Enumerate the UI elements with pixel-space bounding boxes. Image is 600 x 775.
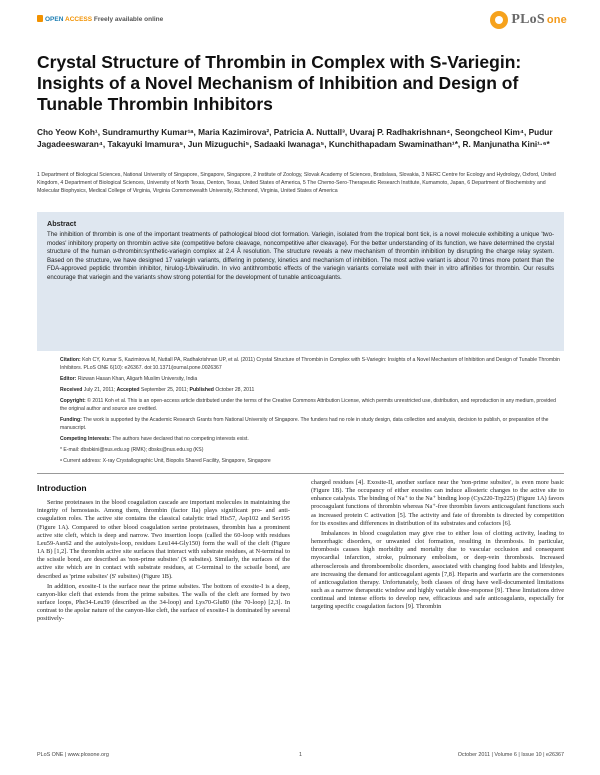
competing-interests: Competing Interests: The authors have declared that no competing interests exist.	[60, 435, 249, 442]
plos-one-logo	[490, 9, 567, 31]
editor: Editor: Rizwan Hasan Khan, Aligarh Muslim University, India	[60, 375, 198, 382]
paragraph: In addition, exosite-I is the surface near the prime subsites. The bottom of exosite-I is a deep, canyon-like cleft that extends from the prime subsites. The walls of the cleft are formed by two surface loops, Phe34-Leu39 (described as the 34-loop) and Lys70-Glu80 (the 70-loop) [2,3]. In contrast to the apolar nature of the canyon-like cleft, the surface of exosite-I is dominated by several positively-	[37, 582, 290, 623]
divider	[37, 473, 564, 474]
open-access-banner	[37, 15, 163, 23]
open-label: OPEN	[45, 16, 64, 23]
body-column-left	[37, 482, 290, 626]
citation: Citation: Koh CY, Kumar S, Kazimirova M, Nuttall PA, Radhakrishnan UP, et al. (2011) Crystal Structure of Thrombin in Complex with S-Variegin: Insights of a Novel Mechanism of Inhibition and Design of Tunable Thrombin Inhibitors. PLoS ONE 6(10): e26367. doi:10.1371/journal.pone.0026367	[60, 357, 560, 371]
affiliations: 1 Department of Biological Sciences, National University of Singapore, Singapore, Singapore, 2 Institute of Zoology, Slovak Academy of Sciences, Bratislava, Slovakia, 3 NERC Centre for Ecology and Hydrology, Oxford, United Kingdom, 4 Department of Biological Sciences, University of North Texas, Denton, Texas, United States of America, 5 The Chemo-Sero-Therapeutic Research Institute, Kumamoto, Japan, 6 Department of Biochemistry and Molecular Biophysics, Medical College of Virginia, Virginia Commonwealth University, Richmond, Virginia, United States of America	[37, 172, 556, 194]
paragraph: Serine proteinases in the blood coagulation cascade are important molecules in maintaining the integrity of hemostasis. Among them, thrombin (factor IIa) plays significant pro- and anti-coagulation roles. The active site contains the classical catalytic triad His57, Asp102 and Ser195 (Figure 1A). Compared to other blood coagulation serine proteinases, thrombin has a prominent active site cleft, which is deep and narrow. Two insertion loops (called the 60-loop with residues Leu59-Asn62 and the autolysis-loop, residues Leu144-Gly150) form the wall of the cleft (Figure 1A B) [1,2]. The thrombin active site surfaces that interact with substrate residues, at N-terminal to the scissile bond, are described as 'non-prime subsites' (S subsites). Similarly, the surfaces of the active site which are in contact with substrate residues, at C-terminal to the scissile bond, are described as 'prime subsites' (S' subsites) (Figure 1B).	[37, 499, 290, 580]
abstract-text: The inhibition of thrombin is one of the important treatments of pathological blood clot formation. Variegin, isolated from the tropical bont tick, is a novel molecule exhibiting a unique 'two-modes' inhibitory property on thrombin active site (competitive before cleavage, noncompetitive after cleavage). For the better understanding of its function, we have determined the crystal structure of the human α-thrombin:synthetic-variegin complex at 2.4 Å resolution. The structure reveals a new mechanism of thrombin inhibition by disrupting the charge relay system. Based on the structure, we have designed 17 variegin variants, differing in potency, kinetics and mechanism of inhibition. The most active variant is about 70 times more potent than the FDA-approved peptidic thrombin inhibitor, hirulog-1/bivalirudin. In vivo antithrombotic effects of the variegin variants correlate well with their in vitro affinities for thrombin. Our results encourage that variegin and the variants show strong potential for the development of tunable anticoagulants.	[47, 231, 554, 281]
article-metadata	[60, 357, 560, 469]
logo-plos-text: PLoS	[511, 12, 545, 27]
abstract-box	[37, 212, 564, 351]
copyright: Copyright: © 2011 Koh et al. This is an open-access article distributed under the terms of the Creative Commons Attribution License, which permits unrestricted use, distribution, and reproduction in any medium, provided the original author and source are credited.	[60, 398, 556, 412]
funding: Funding: The work is supported by the Academic Research Grants from National University of Singapore. The funders had no role in study design, data collection and analysis, decision to publish, or preparation of the manuscript.	[60, 416, 549, 431]
logo-one-text: one	[546, 14, 567, 26]
current-address: ᵃ Current address: X-ray Crystallographic Unit, Biopolis Shared Facility, Singapore, Singapore	[60, 458, 271, 465]
plos-logo-icon	[490, 11, 508, 29]
access-label: ACCESS	[65, 16, 93, 23]
email: * E-mail: dbsbkini@nus.edu.sg (RMK); dbsks@nus.edu.sg (KS)	[60, 446, 204, 453]
paragraph: charged residues [4]. Exosite-II, another surface near the 'non-prime subsites', is even more basic (Figure 1B). The occupancy of either exosites can induce allosteric changes to the active site to enhance catalysis. The binding of Na⁺ to the Na⁺ binding loop (Cys220-Trp225) (Figure 1A) favors procoagulant functions of thrombin whereas Na⁺-free thrombin favors anticoagulant functions such as increased protein C activation [5]. The activity and fate of thrombin is directed by competition for its exosites and differences in distribution of its substrates and cofactors [6].	[311, 479, 564, 527]
dates: Received July 21, 2011; Accepted September 25, 2011; Published October 28, 2011	[60, 386, 255, 393]
availability-text: Freely available online	[93, 16, 164, 23]
introduction-heading: Introduction	[37, 483, 87, 493]
body-column-right	[311, 479, 564, 614]
page-number: 1	[299, 752, 302, 758]
abstract-heading: Abstract	[47, 219, 77, 228]
author-list: Cho Yeow Koh¹, Sundramurthy Kumar¹ᵃ, Maria Kazimirova², Patricia A. Nuttall³, Uvaraj P. Radhakrishnan⁴, Seongcheol Kim⁴, Pudur Jagadeeswaran⁴, Takayuki Imamura⁵, Jun Mizuguchi⁵, Sadaaki Iwanaga⁵, Kunchithapadam Swaminathan¹*, R. Manjunatha Kini¹·⁶*	[37, 127, 553, 150]
open-access-lock-icon	[37, 15, 43, 22]
paragraph: Imbalances in blood coagulation may give rise to either loss of clotting activity, leading to hemorrhagic disorders, or unwanted clot formation, resulting in thrombosis. In particular, thrombosis causes high morbidity and mortality due to vascular occlusion and consequent myocardial infarction, stroke, pulmonary embolism, or deep-vein thrombosis. Increased atherosclerosis and thromboembolic disorders, associated with changing food habits and lifestyles, are increasing the demand for anticoagulant agents [7,8]. Heparin and warfarin are the cornerstones of anticoagulation therapy. Unfortunately, both classes of drug have well-documented limitations such as a narrow therapeutic window and highly variable dose-response [9]. These limitations drive continual and intense efforts to develop new, efficacious and safe anticoagulants, especially for targeting specific coagulation factors [9]. Thrombin	[311, 529, 564, 611]
footer-journal: PLoS ONE | www.plosone.org	[37, 752, 109, 758]
footer-issue: October 2011 | Volume 6 | Issue 10 | e26367	[457, 752, 564, 758]
page-footer	[37, 749, 564, 761]
article-title: Crystal Structure of Thrombin in Complex with S-Variegin: Insights of a Novel Mechanism of Inhibition and Design of Tunable Thrombin Inhibitors	[37, 52, 522, 114]
journal-header	[37, 7, 567, 35]
